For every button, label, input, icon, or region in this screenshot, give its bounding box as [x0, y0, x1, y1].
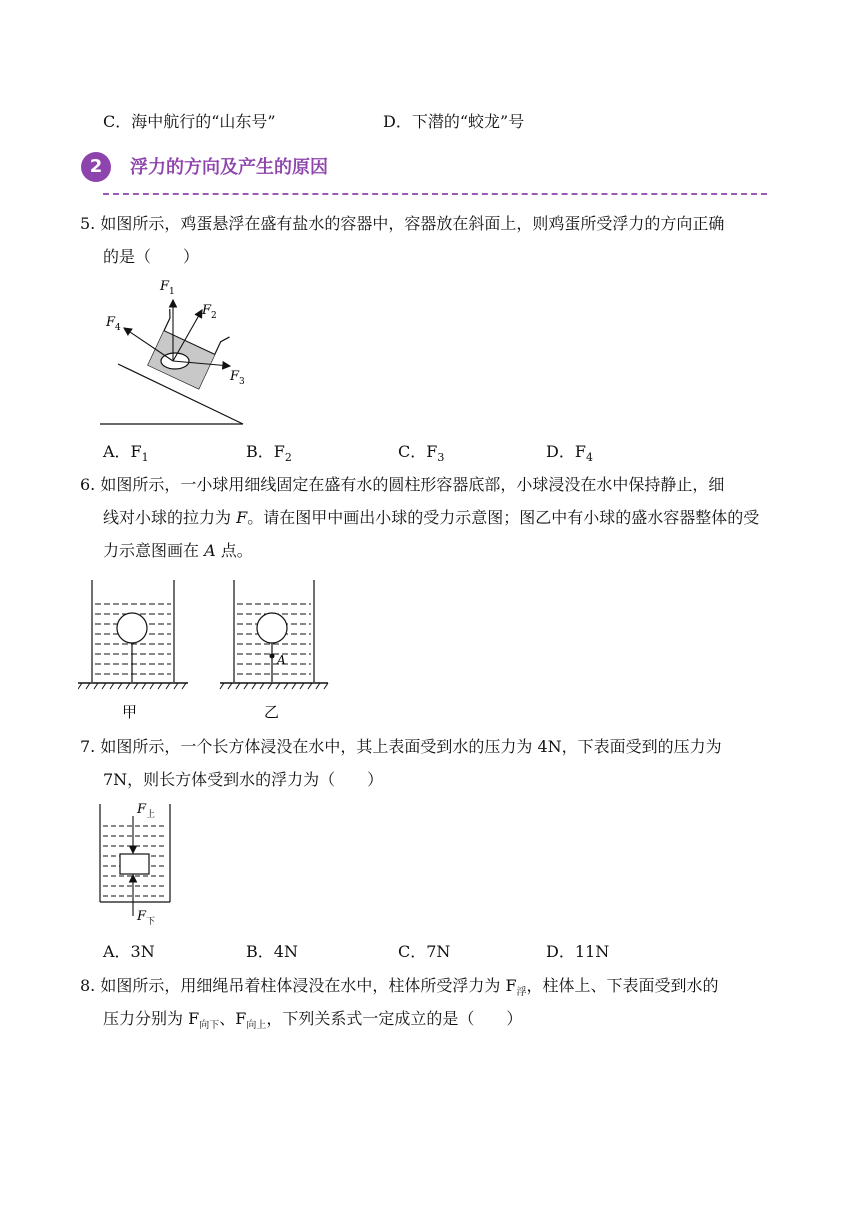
q4-option-d: D．下潜的“蛟龙”号: [383, 112, 525, 131]
q5-option-c: C．$F_3$: [398, 442, 445, 465]
q5-label-f3: F: [230, 369, 240, 384]
q5-option-a: A．$F_1$: [103, 442, 149, 465]
q8-text-line1: 8. 如图所示，用细绳吊着柱体浸没在水中，柱体所受浮力为 $F_浮$，柱体上、下表面受到水的: [80, 976, 719, 999]
q5-option-b: B．$F_2$: [246, 442, 292, 465]
q4-option-c: C．海中航行的“山东号”: [103, 112, 276, 131]
section-title: 浮力的方向及产生的原因: [130, 157, 328, 178]
q7-label-f-top-sub: 上: [146, 810, 156, 820]
q7-label-f-top: F: [137, 802, 147, 817]
q7-option-d: D．11N: [546, 942, 610, 961]
q5-label-f2: F: [202, 303, 212, 318]
section-number-badge: 2: [81, 152, 111, 182]
q7-text-line2: 7N，则长方体受到水的浮力为（ ）: [103, 770, 384, 789]
q6-text-line2: 线对小球的拉力为 F。请在图甲中画出小球的受力示意图；图乙中有小球的盛水容器整体的受: [103, 508, 760, 527]
section-divider: [103, 193, 767, 195]
q7-label-f-bottom: F: [137, 909, 147, 924]
q8-text-line2: 压力分别为 $F_{向下}$、$F_{向上}$，下列关系式一定成立的是（ ）: [103, 1009, 523, 1032]
q5-label-f4: F: [106, 315, 116, 330]
q7-option-b: B．4N: [246, 942, 298, 961]
q6-label-point-a: A: [277, 653, 286, 667]
q5-text-line1: 5. 如图所示，鸡蛋悬浮在盛有盐水的容器中，容器放在斜面上，则鸡蛋所受浮力的方向正确: [80, 214, 725, 233]
q5-label-f2-sub: 2: [211, 311, 217, 321]
q6-label-yi: 乙: [264, 703, 280, 721]
q5-label-f3-sub: 3: [239, 377, 245, 387]
q6-figure-yi: [220, 580, 328, 721]
q5-label-f1: F: [160, 279, 170, 294]
q7-option-c: C．7N: [398, 942, 451, 961]
q5-egg-incline-figure: [100, 278, 260, 430]
q5-label-f4-sub: 4: [115, 323, 121, 333]
q7-option-a: A．3N: [103, 942, 155, 961]
q6-label-jia: 甲: [122, 703, 138, 721]
q7-cuboid-figure: [95, 798, 185, 928]
q5-option-d: D．$F_4$: [546, 442, 593, 465]
q5-label-f1-sub: 1: [169, 287, 175, 297]
q6-figures: [78, 578, 338, 728]
q6-text-line1: 6. 如图所示，一小球用细线固定在盛有水的圆柱形容器底部，小球浸没在水中保持静止，细: [80, 475, 725, 494]
q7-text-line1: 7. 如图所示，一个长方体浸没在水中，其上表面受到水的压力为 4N，下表面受到的压力为: [80, 737, 722, 756]
q6-text-line3: 力示意图画在 A 点。: [103, 541, 253, 560]
q7-label-f-bottom-sub: 下: [146, 917, 156, 927]
q5-text-line2: 的是（ ）: [103, 247, 200, 266]
q6-figure-jia: [78, 580, 188, 721]
